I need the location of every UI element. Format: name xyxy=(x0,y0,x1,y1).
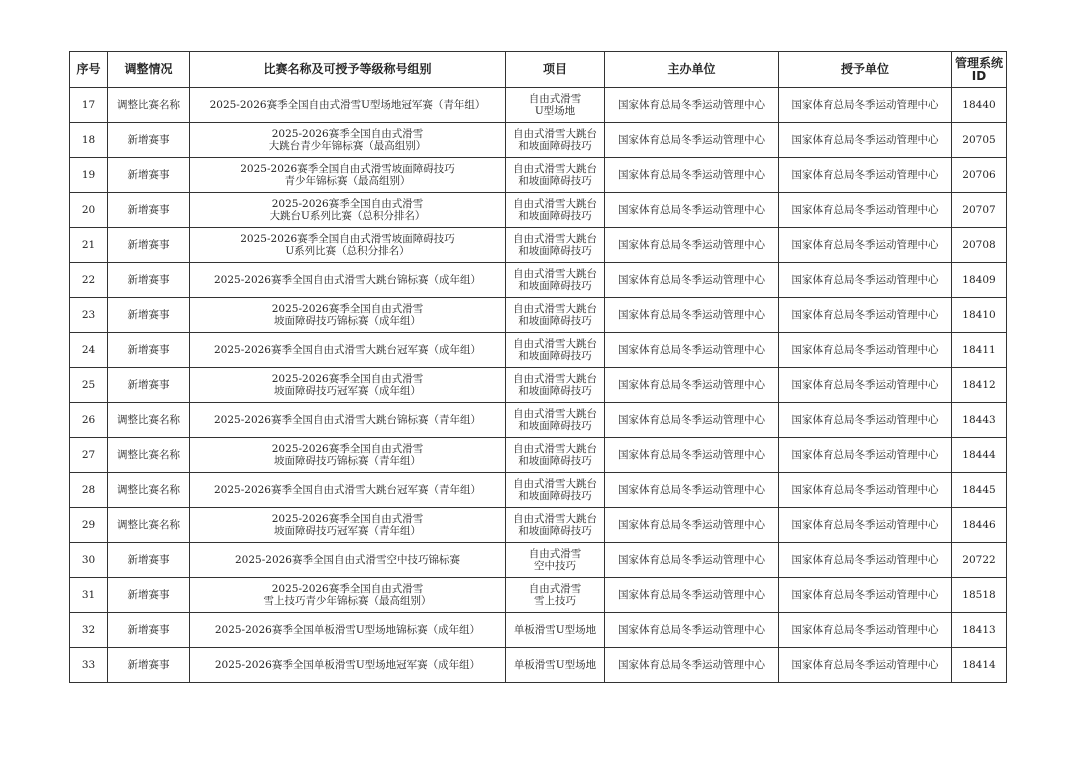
row-event: 自由式滑雪大跳台 和坡面障碍技巧 xyxy=(506,403,605,438)
row-organizer: 国家体育总局冬季运动管理中心 xyxy=(605,193,779,228)
row-system-id: 20707 xyxy=(952,193,1007,228)
row-organizer: 国家体育总局冬季运动管理中心 xyxy=(605,298,779,333)
row-organizer: 国家体育总局冬季运动管理中心 xyxy=(605,473,779,508)
row-adjustment: 新增赛事 xyxy=(108,263,190,298)
row-competition-name: 2025-2026赛季全国自由式滑雪 雪上技巧青少年锦标赛（最高组别） xyxy=(190,578,506,613)
table-row xyxy=(70,263,1007,298)
row-organizer: 国家体育总局冬季运动管理中心 xyxy=(605,368,779,403)
row-awarding-unit: 国家体育总局冬季运动管理中心 xyxy=(779,333,952,368)
header-event: 项目 xyxy=(506,52,605,88)
table-row xyxy=(70,403,1007,438)
header-awarding-unit: 授予单位 xyxy=(779,52,952,88)
row-competition-name: 2025-2026赛季全国自由式滑雪大跳台锦标赛（青年组） xyxy=(190,403,506,438)
row-system-id: 18518 xyxy=(952,578,1007,613)
row-competition-name: 2025-2026赛季全国自由式滑雪 坡面障碍技巧冠军赛（青年组） xyxy=(190,508,506,543)
row-index: 32 xyxy=(70,613,108,648)
row-system-id: 20705 xyxy=(952,123,1007,158)
row-adjustment: 新增赛事 xyxy=(108,368,190,403)
row-awarding-unit: 国家体育总局冬季运动管理中心 xyxy=(779,403,952,438)
row-competition-name: 2025-2026赛季全国自由式滑雪坡面障碍技巧 青少年锦标赛（最高组别） xyxy=(190,158,506,193)
row-organizer: 国家体育总局冬季运动管理中心 xyxy=(605,613,779,648)
table-row xyxy=(70,613,1007,648)
row-adjustment: 新增赛事 xyxy=(108,298,190,333)
row-adjustment: 新增赛事 xyxy=(108,648,190,683)
table-row xyxy=(70,543,1007,578)
row-system-id: 18440 xyxy=(952,88,1007,123)
table-row xyxy=(70,508,1007,543)
row-index: 20 xyxy=(70,193,108,228)
header-index: 序号 xyxy=(70,52,108,88)
row-event: 自由式滑雪 雪上技巧 xyxy=(506,578,605,613)
row-adjustment: 新增赛事 xyxy=(108,613,190,648)
row-adjustment: 新增赛事 xyxy=(108,228,190,263)
row-awarding-unit: 国家体育总局冬季运动管理中心 xyxy=(779,508,952,543)
row-event: 自由式滑雪 空中技巧 xyxy=(506,543,605,578)
row-event: 自由式滑雪大跳台 和坡面障碍技巧 xyxy=(506,298,605,333)
row-system-id: 18444 xyxy=(952,438,1007,473)
table-row xyxy=(70,298,1007,333)
row-organizer: 国家体育总局冬季运动管理中心 xyxy=(605,648,779,683)
table-row xyxy=(70,193,1007,228)
table-row xyxy=(70,158,1007,193)
table-row xyxy=(70,438,1007,473)
table-row xyxy=(70,648,1007,683)
row-adjustment: 调整比赛名称 xyxy=(108,473,190,508)
table-row xyxy=(70,123,1007,158)
row-adjustment: 调整比赛名称 xyxy=(108,403,190,438)
row-awarding-unit: 国家体育总局冬季运动管理中心 xyxy=(779,543,952,578)
row-competition-name: 2025-2026赛季全国自由式滑雪 大跳台U系列比赛（总积分排名） xyxy=(190,193,506,228)
row-system-id: 18414 xyxy=(952,648,1007,683)
row-awarding-unit: 国家体育总局冬季运动管理中心 xyxy=(779,438,952,473)
competition-table xyxy=(69,51,1007,683)
row-organizer: 国家体育总局冬季运动管理中心 xyxy=(605,403,779,438)
row-competition-name: 2025-2026赛季全国自由式滑雪 大跳台青少年锦标赛（最高组别） xyxy=(190,123,506,158)
row-index: 30 xyxy=(70,543,108,578)
row-system-id: 18411 xyxy=(952,333,1007,368)
row-awarding-unit: 国家体育总局冬季运动管理中心 xyxy=(779,158,952,193)
row-awarding-unit: 国家体育总局冬季运动管理中心 xyxy=(779,88,952,123)
row-event: 自由式滑雪大跳台 和坡面障碍技巧 xyxy=(506,193,605,228)
row-event: 自由式滑雪大跳台 和坡面障碍技巧 xyxy=(506,123,605,158)
row-organizer: 国家体育总局冬季运动管理中心 xyxy=(605,263,779,298)
row-event: 自由式滑雪大跳台 和坡面障碍技巧 xyxy=(506,333,605,368)
row-event: 单板滑雪U型场地 xyxy=(506,613,605,648)
row-event: 自由式滑雪大跳台 和坡面障碍技巧 xyxy=(506,158,605,193)
table-row xyxy=(70,368,1007,403)
header-system-id: 管理系统 ID xyxy=(952,52,1007,88)
row-event: 单板滑雪U型场地 xyxy=(506,648,605,683)
row-index: 26 xyxy=(70,403,108,438)
row-organizer: 国家体育总局冬季运动管理中心 xyxy=(605,578,779,613)
row-organizer: 国家体育总局冬季运动管理中心 xyxy=(605,543,779,578)
row-index: 21 xyxy=(70,228,108,263)
row-system-id: 18412 xyxy=(952,368,1007,403)
row-competition-name: 2025-2026赛季全国自由式滑雪 坡面障碍技巧冠军赛（成年组） xyxy=(190,368,506,403)
row-index: 23 xyxy=(70,298,108,333)
row-organizer: 国家体育总局冬季运动管理中心 xyxy=(605,508,779,543)
row-competition-name: 2025-2026赛季全国自由式滑雪空中技巧锦标赛 xyxy=(190,543,506,578)
row-competition-name: 2025-2026赛季全国自由式滑雪大跳台锦标赛（成年组） xyxy=(190,263,506,298)
row-competition-name: 2025-2026赛季全国自由式滑雪U型场地冠军赛（青年组） xyxy=(190,88,506,123)
row-system-id: 20722 xyxy=(952,543,1007,578)
row-competition-name: 2025-2026赛季全国自由式滑雪 坡面障碍技巧锦标赛（成年组） xyxy=(190,298,506,333)
row-competition-name: 2025-2026赛季全国自由式滑雪坡面障碍技巧 U系列比赛（总积分排名） xyxy=(190,228,506,263)
row-awarding-unit: 国家体育总局冬季运动管理中心 xyxy=(779,123,952,158)
row-organizer: 国家体育总局冬季运动管理中心 xyxy=(605,228,779,263)
row-index: 31 xyxy=(70,578,108,613)
row-system-id: 20708 xyxy=(952,228,1007,263)
row-adjustment: 新增赛事 xyxy=(108,578,190,613)
row-index: 19 xyxy=(70,158,108,193)
row-index: 33 xyxy=(70,648,108,683)
row-system-id: 18410 xyxy=(952,298,1007,333)
row-index: 24 xyxy=(70,333,108,368)
table-row xyxy=(70,473,1007,508)
row-awarding-unit: 国家体育总局冬季运动管理中心 xyxy=(779,263,952,298)
row-index: 17 xyxy=(70,88,108,123)
row-event: 自由式滑雪大跳台 和坡面障碍技巧 xyxy=(506,228,605,263)
row-event: 自由式滑雪大跳台 和坡面障碍技巧 xyxy=(506,263,605,298)
row-index: 27 xyxy=(70,438,108,473)
row-organizer: 国家体育总局冬季运动管理中心 xyxy=(605,88,779,123)
row-index: 25 xyxy=(70,368,108,403)
table-row xyxy=(70,333,1007,368)
row-adjustment: 调整比赛名称 xyxy=(108,438,190,473)
row-adjustment: 新增赛事 xyxy=(108,333,190,368)
row-system-id: 20706 xyxy=(952,158,1007,193)
row-competition-name: 2025-2026赛季全国自由式滑雪大跳台冠军赛（成年组） xyxy=(190,333,506,368)
header-adjustment: 调整情况 xyxy=(108,52,190,88)
row-adjustment: 新增赛事 xyxy=(108,543,190,578)
table-row xyxy=(70,578,1007,613)
row-system-id: 18413 xyxy=(952,613,1007,648)
row-system-id: 18446 xyxy=(952,508,1007,543)
row-organizer: 国家体育总局冬季运动管理中心 xyxy=(605,158,779,193)
header-organizer: 主办单位 xyxy=(605,52,779,88)
row-adjustment: 新增赛事 xyxy=(108,158,190,193)
table-row xyxy=(70,228,1007,263)
row-awarding-unit: 国家体育总局冬季运动管理中心 xyxy=(779,228,952,263)
row-awarding-unit: 国家体育总局冬季运动管理中心 xyxy=(779,368,952,403)
table-row xyxy=(70,88,1007,123)
row-awarding-unit: 国家体育总局冬季运动管理中心 xyxy=(779,613,952,648)
row-awarding-unit: 国家体育总局冬季运动管理中心 xyxy=(779,578,952,613)
row-system-id: 18443 xyxy=(952,403,1007,438)
row-event: 自由式滑雪大跳台 和坡面障碍技巧 xyxy=(506,508,605,543)
row-awarding-unit: 国家体育总局冬季运动管理中心 xyxy=(779,473,952,508)
row-adjustment: 新增赛事 xyxy=(108,123,190,158)
row-organizer: 国家体育总局冬季运动管理中心 xyxy=(605,333,779,368)
table-header-row xyxy=(70,52,1007,88)
table-body xyxy=(70,88,1007,683)
row-awarding-unit: 国家体育总局冬季运动管理中心 xyxy=(779,648,952,683)
row-competition-name: 2025-2026赛季全国单板滑雪U型场地冠军赛（成年组） xyxy=(190,648,506,683)
row-index: 29 xyxy=(70,508,108,543)
row-organizer: 国家体育总局冬季运动管理中心 xyxy=(605,123,779,158)
row-adjustment: 调整比赛名称 xyxy=(108,88,190,123)
row-event: 自由式滑雪 U型场地 xyxy=(506,88,605,123)
row-competition-name: 2025-2026赛季全国自由式滑雪大跳台冠军赛（青年组） xyxy=(190,473,506,508)
row-organizer: 国家体育总局冬季运动管理中心 xyxy=(605,438,779,473)
row-system-id: 18409 xyxy=(952,263,1007,298)
row-index: 22 xyxy=(70,263,108,298)
row-event: 自由式滑雪大跳台 和坡面障碍技巧 xyxy=(506,438,605,473)
row-event: 自由式滑雪大跳台 和坡面障碍技巧 xyxy=(506,473,605,508)
row-competition-name: 2025-2026赛季全国单板滑雪U型场地锦标赛（成年组） xyxy=(190,613,506,648)
header-competition-name: 比赛名称及可授予等级称号组别 xyxy=(190,52,506,88)
row-system-id: 18445 xyxy=(952,473,1007,508)
row-adjustment: 新增赛事 xyxy=(108,193,190,228)
row-event: 自由式滑雪大跳台 和坡面障碍技巧 xyxy=(506,368,605,403)
row-index: 28 xyxy=(70,473,108,508)
row-awarding-unit: 国家体育总局冬季运动管理中心 xyxy=(779,193,952,228)
row-adjustment: 调整比赛名称 xyxy=(108,508,190,543)
row-index: 18 xyxy=(70,123,108,158)
row-awarding-unit: 国家体育总局冬季运动管理中心 xyxy=(779,298,952,333)
row-competition-name: 2025-2026赛季全国自由式滑雪 坡面障碍技巧锦标赛（青年组） xyxy=(190,438,506,473)
